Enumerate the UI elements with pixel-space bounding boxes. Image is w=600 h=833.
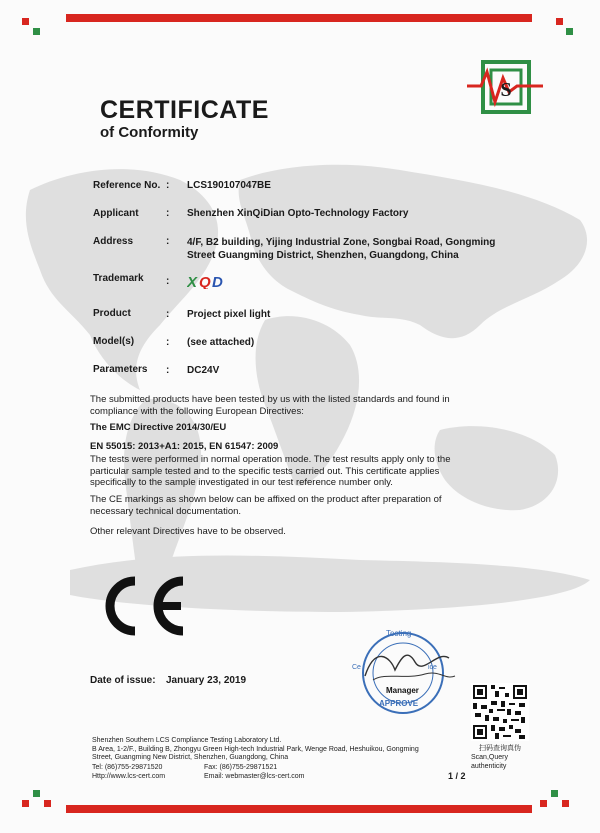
- issue-date-value: January 23, 2019: [166, 675, 247, 686]
- applicant-value: Shenzhen XinQiDian Opto-Technology Factory: [187, 208, 409, 219]
- manager-label: Manager: [386, 686, 419, 695]
- corner-square: [551, 790, 558, 797]
- text-line: necessary technical documentation.: [90, 505, 242, 517]
- seal-ring-left: Ce: [352, 664, 361, 671]
- field-colon: :: [166, 365, 170, 376]
- field-colon: :: [166, 276, 170, 287]
- footer-tel: Tel: (86)755-29871520: [92, 764, 163, 771]
- certificate-subtitle: of Conformity: [100, 124, 199, 141]
- seal-ring-right: ice: [428, 664, 437, 671]
- footer-address: [92, 737, 419, 763]
- svg-text:Q: Q: [199, 274, 211, 289]
- footer-email[interactable]: Email: webmaster@lcs-cert.com: [204, 773, 305, 780]
- trademark-logo-icon: [187, 273, 231, 289]
- seal-bottom-text: APPROVE: [379, 699, 419, 708]
- issue-date-label: Date of issue:: [90, 675, 156, 686]
- address-label: Address: [93, 236, 134, 247]
- text-line: compliance with the following European Directives:: [90, 405, 304, 417]
- address-line-1: 4/F, B2 building, Yijing Industrial Zone, Songbai Road, Gongming: [187, 237, 496, 248]
- body-paragraph-1: [90, 394, 480, 417]
- lcs-logo-icon: [465, 58, 545, 116]
- reference-value: LCS190107047BE: [187, 180, 271, 191]
- product-label: Product: [93, 308, 131, 319]
- corner-square: [556, 18, 563, 25]
- field-colon: :: [166, 309, 170, 320]
- svg-text:D: D: [212, 274, 223, 289]
- footer-fax: Fax: (86)755-29871521: [204, 764, 278, 771]
- directive: The EMC Directive 2014/30/EU: [90, 422, 227, 433]
- field-colon: :: [166, 208, 170, 219]
- corner-square: [540, 800, 547, 807]
- certificate-title: CERTIFICATE: [100, 96, 269, 124]
- corner-square: [33, 790, 40, 797]
- applicant-label: Applicant: [93, 208, 139, 219]
- qr-caption: [471, 744, 541, 771]
- reference-label: Reference No.: [93, 180, 161, 191]
- parameters-label: Parameters: [93, 364, 148, 375]
- body-paragraph-3: [90, 494, 480, 517]
- svg-text:S: S: [500, 79, 512, 101]
- bottom-red-band: [66, 805, 532, 813]
- qr-caption-cn: 扫码查询真伪: [479, 745, 521, 752]
- corner-square: [562, 800, 569, 807]
- text-line: Street, Guangming New District, Shenzhen, Guangdong, China: [92, 754, 289, 761]
- text-line: particular sample tested and to the specific tests carried out. This certificate applies: [90, 465, 440, 477]
- text-line: Shenzhen Southern LCS Compliance Testing Laboratory Ltd.: [92, 737, 282, 744]
- qr-code-icon[interactable]: [471, 683, 529, 741]
- text-line: specifically to the sample investigated in our test reference number only.: [90, 477, 393, 488]
- page-number: 1 / 2: [448, 771, 466, 781]
- parameters-value: DC24V: [187, 365, 220, 376]
- body-paragraph-2: [90, 454, 480, 489]
- text-line: B Area, 1-2/F., Building B, Zhongyu Green High-tech Industrial Park, Wenge Road, Heshuikou, Gongming: [92, 745, 419, 753]
- field-colon: :: [166, 180, 170, 191]
- world-map-watermark: [10, 150, 600, 630]
- field-colon: :: [166, 337, 170, 348]
- standards: EN 55015: 2013+A1: 2015, EN 61547: 2009: [90, 441, 279, 452]
- corner-square: [44, 800, 51, 807]
- corner-square: [566, 28, 573, 35]
- corner-square: [22, 18, 29, 25]
- corner-square: [33, 28, 40, 35]
- product-value: Project pixel light: [187, 309, 271, 320]
- text-line: The CE markings as shown below can be affixed on the product after preparation of: [90, 494, 442, 505]
- qr-caption-en: Scan,Query authenticity: [471, 754, 508, 770]
- trademark-label: Trademark: [93, 273, 144, 284]
- ce-mark-icon: [95, 575, 190, 637]
- models-label: Model(s): [93, 336, 135, 347]
- address-line-2: Street Guangming District, Shenzhen, Guangdong, China: [187, 250, 459, 261]
- top-red-band: [66, 14, 532, 22]
- svg-text:X: X: [187, 274, 198, 289]
- footer-website[interactable]: Http://www.lcs-cert.com: [92, 773, 166, 780]
- body-paragraph-4: Other relevant Directives have to be observed.: [90, 526, 286, 537]
- text-line: The submitted products have been tested by us with the listed standards and found in: [90, 394, 450, 405]
- seal-top-text: Testing: [386, 629, 412, 638]
- field-colon: :: [166, 236, 170, 247]
- text-line: The tests were performed in normal operation mode. The test results apply only to the: [90, 454, 451, 465]
- corner-square: [22, 800, 29, 807]
- models-value: (see attached): [187, 337, 255, 348]
